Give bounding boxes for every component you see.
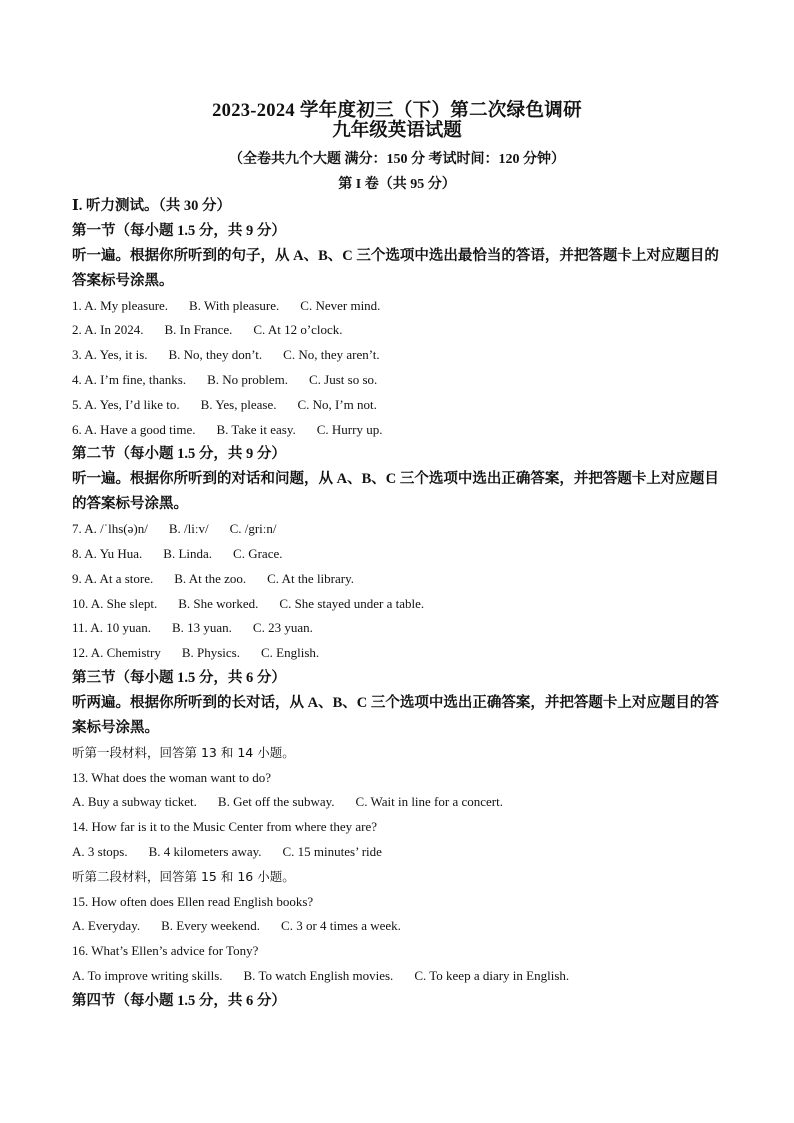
question-row <box>72 542 722 567</box>
option-c: C. 23 yuan. <box>252 620 313 636</box>
section1-questions <box>72 294 722 443</box>
question-row <box>72 418 722 443</box>
option-b: B. At the zoo. <box>174 570 247 586</box>
section3-instruction: 听两遍。根据你所听到的长对话，从 A、B、C 三个选项中选出正确答案，并把答题卡上对应题目的答案标号涂黑。 <box>72 694 719 736</box>
option-b: B. Every weekend. <box>161 918 261 934</box>
option-a: 6. A. Have a good time. <box>72 421 196 437</box>
option-a: 5. A. Yes, I’d like to. <box>72 396 180 412</box>
option-c: C. Never mind. <box>300 297 381 313</box>
option-b: B. She worked. <box>178 595 259 611</box>
option-a: 11. A. 10 yuan. <box>72 620 151 636</box>
option-b: B. Take it easy. <box>216 421 296 437</box>
option-a: A. 3 stops. <box>72 843 128 859</box>
option-c: C. 3 or 4 times a week. <box>281 918 401 934</box>
section2-instruction: 听一遍。根据你所听到的对话和问题，从 A、B、C 三个选项中选出正确答案，并把答题卡上对应题目的答案标号涂黑。 <box>72 471 719 513</box>
option-a: A. Everyday. <box>72 918 141 934</box>
option-c: C. English. <box>261 645 320 661</box>
question-row <box>72 343 722 368</box>
volume-heading: 第 I 卷（共 95 分） <box>338 177 456 192</box>
option-b: B. With pleasure. <box>189 297 280 313</box>
section3-heading: 第三节（每小题 1.5 分，共 6 分） <box>72 669 286 686</box>
section2-questions <box>72 517 722 666</box>
part-heading: Ⅰ. 听力测试。（共 30 分） <box>72 198 232 214</box>
question-stem: 15. How often does Ellen read English books? <box>72 893 314 909</box>
option-a: 4. A. I’m fine, thanks. <box>72 371 187 387</box>
option-b: B. In France. <box>164 322 233 338</box>
question-row <box>72 294 722 319</box>
question-row <box>72 616 722 641</box>
question-stem: 16. What’s Ellen’s advice for Tony? <box>72 943 259 959</box>
question-row <box>72 567 722 592</box>
question-stem: 13. What does the woman want to do? <box>72 769 272 785</box>
section1-instruction: 听一遍。根据你所听到的句子，从 A、B、C 三个选项中选出最恰当的答语，并把答题卡上对应题目的答案标号涂黑。 <box>72 247 719 289</box>
option-b: B. Physics. <box>181 645 240 661</box>
option-c: C. She stayed under a table. <box>279 595 425 611</box>
question-row <box>72 641 722 666</box>
option-c: C. 15 minutes’ ride <box>282 843 382 859</box>
option-b: B. Get off the subway. <box>217 794 335 810</box>
section4-heading: 第四节（每小题 1.5 分，共 6 分） <box>72 992 286 1009</box>
exam-subtitle: 九年级英语试题 <box>332 121 462 141</box>
option-b: B. No, they don’t. <box>168 347 263 363</box>
question-row <box>72 790 722 815</box>
option-c: C. At 12 o’clock. <box>253 322 343 338</box>
option-a: 10. A. She slept. <box>72 595 158 611</box>
option-b: B. To watch English movies. <box>243 967 394 983</box>
section2-heading: 第二节（每小题 1.5 分，共 9 分） <box>72 446 286 463</box>
option-c: C. Wait in line for a concert. <box>355 794 503 810</box>
option-a: A. Buy a subway ticket. <box>72 794 197 810</box>
option-b: B. Linda. <box>163 545 213 561</box>
question-row <box>72 318 722 343</box>
question-row <box>72 840 722 865</box>
exam-title: 2023-2024 学年度初三（下）第二次绿色调研 <box>212 101 582 121</box>
option-c: C. /griːn/ <box>229 521 277 537</box>
question-stem: 14. How far is it to the Music Center from where they are? <box>72 819 378 835</box>
option-c: C. No, I’m not. <box>297 396 377 412</box>
option-c: C. No, they aren’t. <box>283 347 380 363</box>
question-row <box>72 393 722 418</box>
option-a: A. To improve writing skills. <box>72 967 223 983</box>
section1-heading: 第一节（每小题 1.5 分，共 9 分） <box>72 222 286 239</box>
option-c: C. At the library. <box>267 570 355 586</box>
option-a: 12. A. Chemistry <box>72 645 161 661</box>
material-note: 听第一段材料，回答第 13 和 14 小题。 <box>72 744 295 760</box>
option-a: 8. A. Yu Hua. <box>72 545 143 561</box>
question-row <box>72 964 722 989</box>
option-c: C. Hurry up. <box>316 421 383 437</box>
option-b: B. Yes, please. <box>200 396 277 412</box>
option-b: B. No problem. <box>207 371 288 387</box>
option-c: C. Just so so. <box>308 371 378 387</box>
option-b: B. /liːv/ <box>168 521 209 537</box>
option-c: C. Grace. <box>233 545 283 561</box>
question-row <box>72 914 722 939</box>
option-b: B. 13 yuan. <box>171 620 232 636</box>
option-a: 2. A. In 2024. <box>72 322 144 338</box>
question-row <box>72 517 722 542</box>
option-b: B. 4 kilometers away. <box>148 843 262 859</box>
exam-info: （全卷共九个大题 满分：150 分 考试时间：120 分钟） <box>229 152 565 167</box>
option-c: C. To keep a diary in English. <box>414 967 570 983</box>
option-a: 7. A. /ˈlhs(ə)n/ <box>72 521 148 537</box>
option-a: 9. A. At a store. <box>72 570 154 586</box>
option-a: 3. A. Yes, it is. <box>72 347 148 363</box>
question-row <box>72 368 722 393</box>
question-row <box>72 592 722 617</box>
material-note: 听第二段材料，回答第 15 和 16 小题。 <box>72 868 295 884</box>
option-a: 1. A. My pleasure. <box>72 297 169 313</box>
exam-body <box>72 194 722 1014</box>
